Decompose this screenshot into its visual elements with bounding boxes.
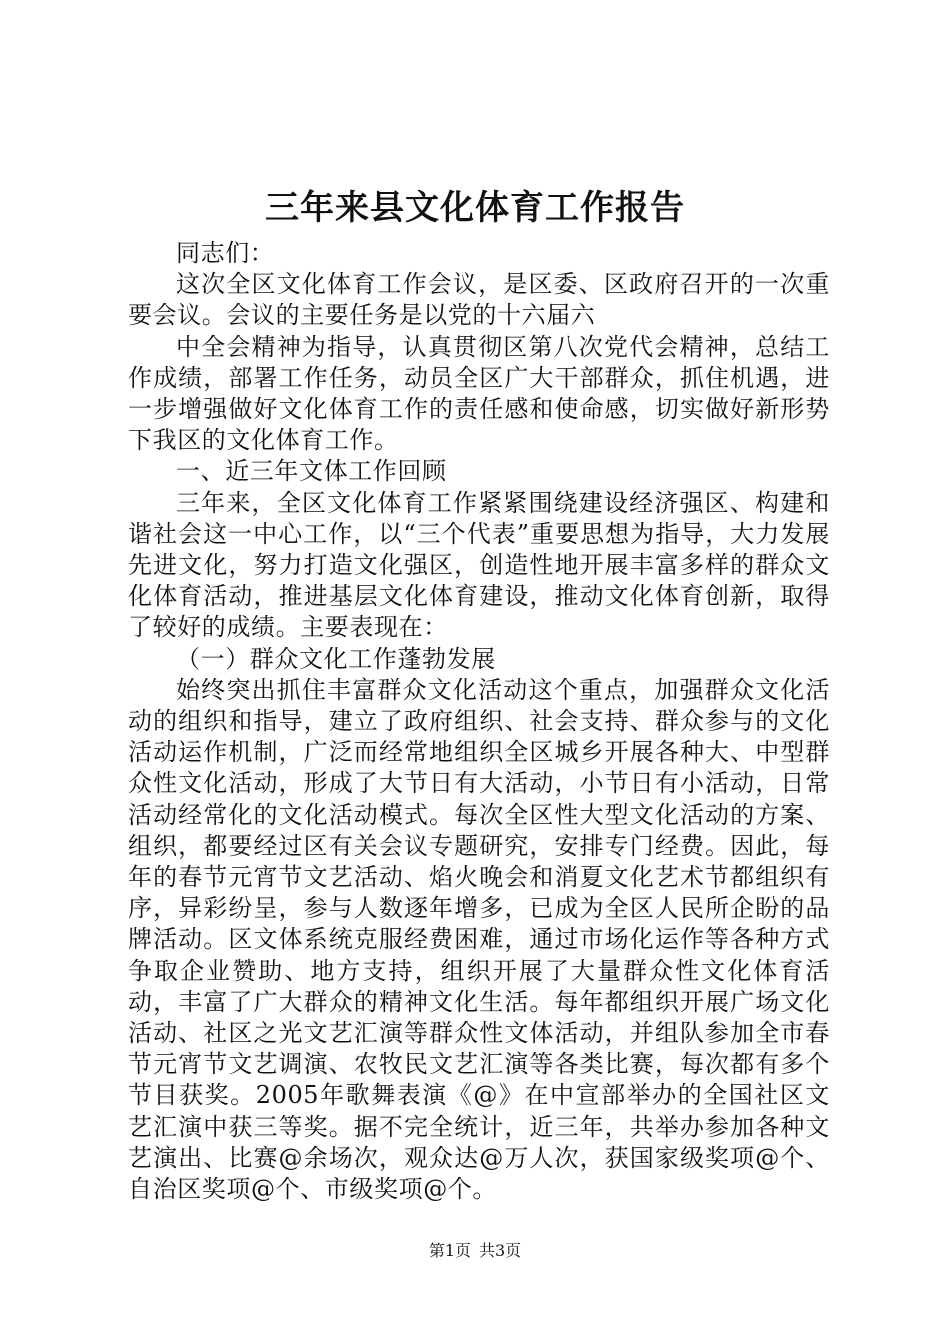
subsection-heading: （一）群众文化工作蓬勃发展 [176,644,496,673]
document-body [128,238,830,1205]
page-footer [0,1241,950,1261]
page-total: 共3页 [479,1241,522,1260]
body-paragraph: 这次全区文化体育工作会议，是区委、区政府召开的一次重要会议。会议的主要任务是以党的十六届六 [128,270,830,330]
document-title: 三年来县文化体育工作报告 [265,188,685,228]
body-paragraph: 三年来，全区文化体育工作紧紧围绕建设经济强区、构建和谐社会这一中心工作，以“三个代表”重要思想为指导，大力发展先进文化，努力打造文化强区，创造性地开展丰富多样的群众文化体育活动，推进基层文化体育建设，推动文化体育创新，取得了较好的成绩。主要表现在： [128,488,830,642]
salutation-paragraph: 同志们： [176,239,275,267]
body-paragraph: 中全会精神为指导，认真贯彻区第八次党代会精神，总结工作成绩，部署工作任务，动员全区广大干部群众，抓住机遇，进一步增强做好文化体育工作的责任感和使命感，切实做好新形势下我区的文化体育工作。 [128,332,830,455]
section-heading: 一、近三年文体工作回顾 [176,457,447,486]
body-paragraph: 始终突出抓住丰富群众文化活动这个重点，加强群众文化活动的组织和指导，建立了政府组织、社会支持、群众参与的文化活动运作机制，广泛而经常地组织全区城乡开展各种大、中型群众性文化活动，形成了大节日有大活动，小节日有小活动，日常活动经常化的文化活动模式。每次全区性大型文化活动的方案、组织，都要经过区有关会议专题研究，安排专门经费。因此，每年的春节元宵节文艺活动、焰火晚会和消夏文化艺术节都组织有序，异彩纷呈，参与人数逐年增多，已成为全区人民所企盼的品牌活动。区文体系统克服经费困难，通过市场化运作等各种方式争取企业赞助、地方支持，组织开展了大量群众性文化体育活动，丰富了广大群众的精神文化生活。每年都组织开展广场文化活动、社区之光文艺汇演等群众性文体活动，并组队参加全市春节元宵节文艺调演、农牧民文艺汇演等各类比赛，每次都有多个节目获奖。2005年歌舞表演《@》在中宣部举办的全国社区文艺汇演中获三等奖。据不完全统计，近三年，共举办参加各种文艺演出、比赛@余场次，观众达@万人次，获国家级奖项@个、自治区奖项@个、市级奖项@个。 [128,675,830,1204]
page-number: 第1页 [428,1241,471,1260]
